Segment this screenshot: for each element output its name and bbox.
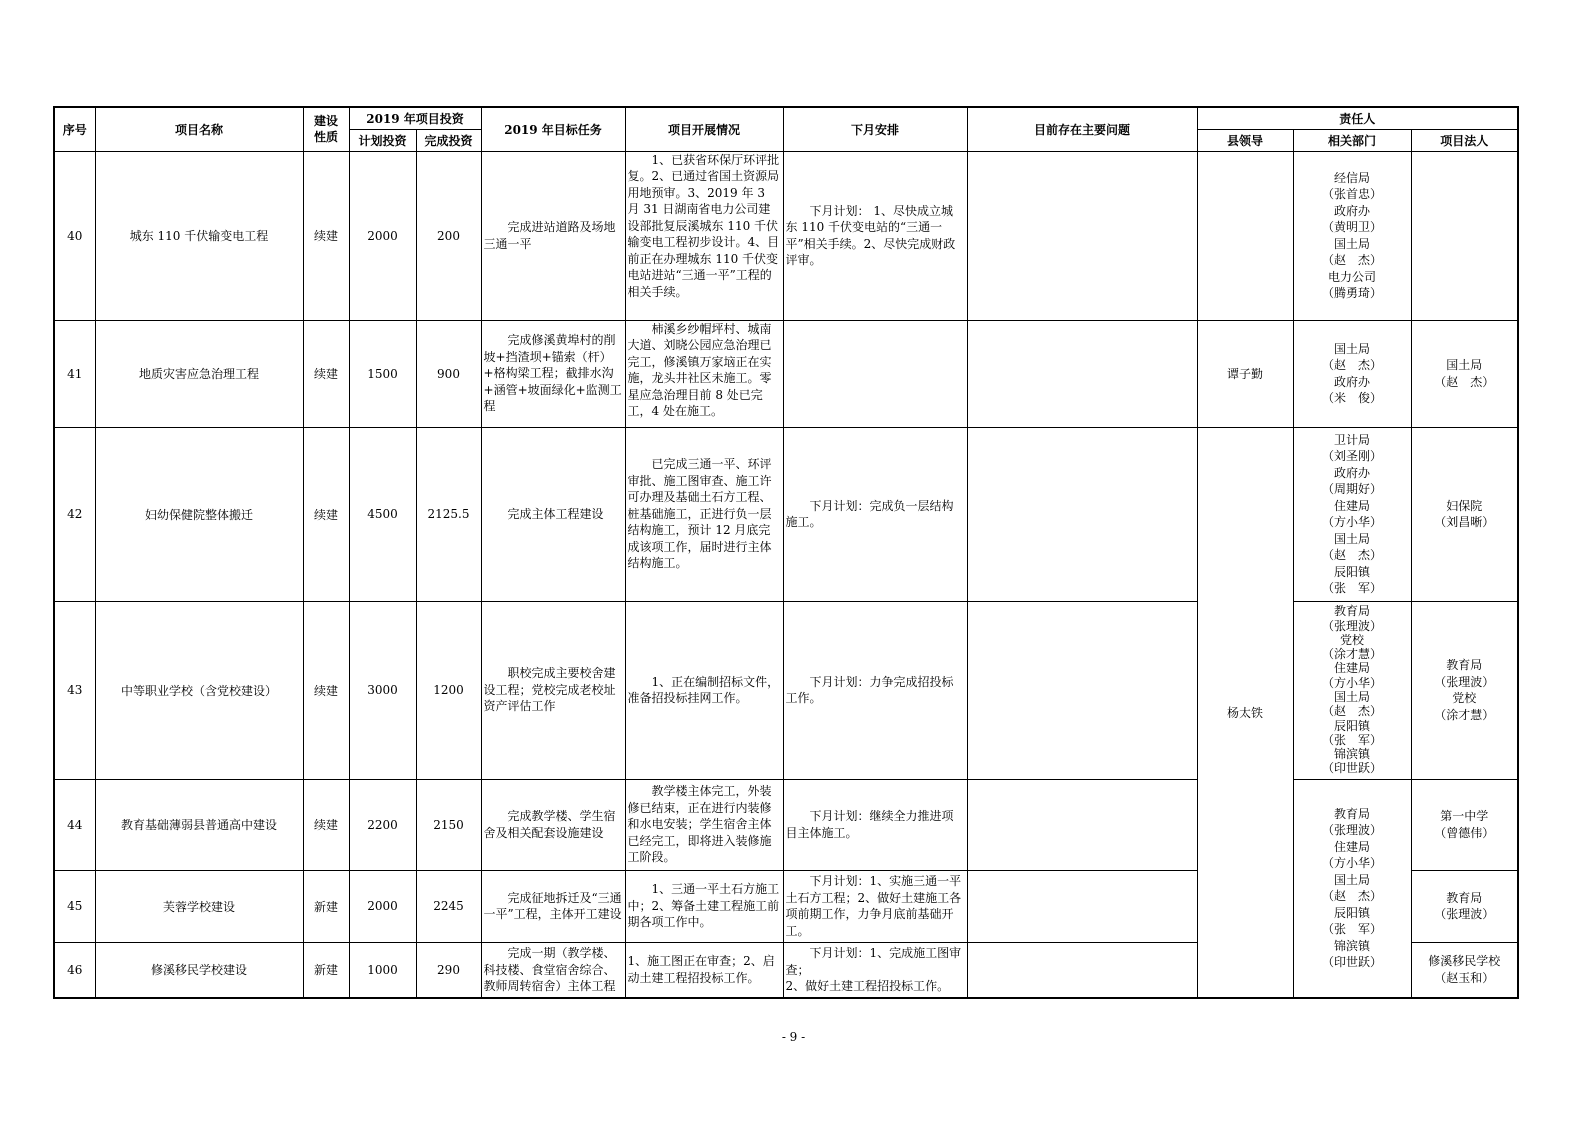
cell-target: 完成修溪黄埠村的削坡+挡渣坝+锚索（杆）+格构梁工程；截排水沟+涵管+坡面绿化+监测工程 (481, 320, 625, 427)
cell-nature: 新建 (303, 870, 349, 942)
cell-target: 完成进站道路及场地三通一平 (481, 151, 625, 320)
cell-legal-person: 妇保院 （刘昌晰） (1411, 427, 1518, 601)
cell-name: 城东 110 千伏输变电工程 (95, 151, 303, 320)
cell-target: 完成一期（教学楼、科技楼、食堂宿舍综合、教师周转宿舍）主体工程 (481, 942, 625, 998)
header-target: 2019 年目标任务 (481, 107, 625, 151)
cell-progress: 已完成三通一平、环评审批、施工图审查、施工许可办理及基础土石方工程、桩基础施工，正进行负一层结构施工，预计 12 月底完成该项工作，届时进行主体结构施工。 (625, 427, 783, 601)
cell-target: 职校完成主要校舍建设工程；党校完成老校址资产评估工作 (481, 601, 625, 779)
cell-problems (967, 320, 1197, 427)
cell-nature: 新建 (303, 942, 349, 998)
cell-problems (967, 601, 1197, 779)
cell-legal-person: 教育局 （张理波） (1411, 870, 1518, 942)
header-dept: 相关部门 (1293, 129, 1411, 151)
cell-progress: 1、三通一平土石方施工中；2、筹备土建工程施工前期各项工作中。 (625, 870, 783, 942)
cell-dept: 卫计局 （刘圣刚） 政府办 （周期好） 住建局 （方小华） 国土局 （赵 杰） 辰阳镇 （张 军） (1293, 427, 1411, 601)
cell-dept: 教育局 （张理波） 党校 （涂才慧） 住建局 （方小华） 国土局 （赵 杰） 辰阳镇 （张 军） 锦滨镇 （印世跃） (1293, 601, 1411, 779)
cell-dept: 国土局 （赵 杰） 政府办 （米 俊） (1293, 320, 1411, 427)
page-number: - 9 - (781, 1030, 806, 1044)
header-progress: 项目开展情况 (625, 107, 783, 151)
header-nature: 建设 性质 (303, 107, 349, 151)
cell-planned: 1000 (349, 942, 416, 998)
cell-target: 完成教学楼、学生宿舍及相关配套设施建设 (481, 779, 625, 870)
cell-next-month: 下月计划：完成负一层结构施工。 (783, 427, 967, 601)
cell-legal-person: 修溪移民学校 （赵玉和） (1411, 942, 1518, 998)
cell-seq: 42 (54, 427, 95, 601)
cell-legal-person: 国土局 （赵 杰） (1411, 320, 1518, 427)
cell-problems (967, 779, 1197, 870)
header-name: 项目名称 (95, 107, 303, 151)
cell-name: 修溪移民学校建设 (95, 942, 303, 998)
table-row (54, 427, 1518, 601)
header-county-leader: 县领导 (1197, 129, 1293, 151)
cell-planned: 2200 (349, 779, 416, 870)
cell-planned: 3000 (349, 601, 416, 779)
cell-legal-person: 第一中学 （曾德伟） (1411, 779, 1518, 870)
cell-next-month: 下月计划：1、完成施工图审查； 2、做好土建工程招投标工作。 (783, 942, 967, 998)
cell-seq: 46 (54, 942, 95, 998)
header-legal-person: 项目法人 (1411, 129, 1518, 151)
header-next-month: 下月安排 (783, 107, 967, 151)
cell-progress: 1、正在编制招标文件，准备招投标挂网工作。 (625, 601, 783, 779)
cell-nature: 续建 (303, 601, 349, 779)
cell-completed: 1200 (416, 601, 481, 779)
cell-next-month: 下月计划：力争完成招投标工作。 (783, 601, 967, 779)
next-month-text: 下月计划：1、实施三通一平土石方工程；2、做好土建施工各项前期工作，力争月底前基础开工。 (785, 874, 962, 938)
cell-dept-merged: 教育局 （张理波） 住建局 （方小华） 国土局 （赵 杰） 辰阳镇 （张 军） 锦滨镇 （印世跃） (1293, 779, 1411, 998)
cell-problems (967, 151, 1197, 320)
cell-county-leader-merged: 杨太铁 (1197, 427, 1293, 998)
cell-name: 地质灾害应急治理工程 (95, 320, 303, 427)
cell-nature: 续建 (303, 427, 349, 601)
cell-seq: 43 (54, 601, 95, 779)
cell-completed: 900 (416, 320, 481, 427)
header-invest-group: 2019 年项目投资 (349, 107, 481, 129)
cell-progress: 教学楼主体完工，外装修已结束，正在进行内装修和水电安装；学生宿舍主体已经完工，即将进入装修施工阶段。 (625, 779, 783, 870)
cell-next-month: 下月计划： 1、尽快成立城东 110 千伏变电站的“三通一平”相关手续。2、尽快完成财政评审。 (783, 151, 967, 320)
cell-completed: 200 (416, 151, 481, 320)
cell-seq: 44 (54, 779, 95, 870)
cell-completed: 2245 (416, 870, 481, 942)
cell-legal-person (1411, 151, 1518, 320)
cell-name: 妇幼保健院整体搬迁 (95, 427, 303, 601)
table-row (54, 151, 1518, 320)
header-planned: 计划投资 (349, 129, 416, 151)
cell-progress: 1、已获省环保厅环评批复。2、已通过省国土资源局用地预审。3、2019 年 3 月 31 日湖南省电力公司建设部批复辰溪城东 110 千伏输变电工程初步设计。4、目前正在办理城东 110 千伏变电站进站“三通一平”工程的相关手续。 (625, 151, 783, 320)
table-row (54, 320, 1518, 427)
cell-next-month: 下月计划：继续全力推进项目主体施工。 (783, 779, 967, 870)
header-responsible: 责任人 (1197, 107, 1518, 129)
cell-completed: 2150 (416, 779, 481, 870)
header-problems: 目前存在主要问题 (967, 107, 1197, 151)
cell-planned: 2000 (349, 151, 416, 320)
cell-target: 完成征地拆迁及“三通一平”工程，主体开工建设 (481, 870, 625, 942)
cell-progress: 1、施工图正在审查；2、启动土建工程招投标工作。 (625, 942, 783, 998)
cell-completed: 2125.5 (416, 427, 481, 601)
cell-problems (967, 870, 1197, 942)
cell-dept: 经信局 （张首忠） 政府办 （黄明卫） 国土局 （赵 杰） 电力公司 （腾勇琦） (1293, 151, 1411, 320)
cell-seq: 41 (54, 320, 95, 427)
cell-target: 完成主体工程建设 (481, 427, 625, 601)
cell-legal-person: 教育局 （张理波） 党校 （涂才慧） (1411, 601, 1518, 779)
table-row (54, 779, 1518, 870)
cell-seq: 40 (54, 151, 95, 320)
cell-nature: 续建 (303, 151, 349, 320)
cell-name: 芙蓉学校建设 (95, 870, 303, 942)
cell-next-month (783, 870, 967, 942)
cell-nature: 续建 (303, 320, 349, 427)
cell-county-leader: 谭子勤 (1197, 320, 1293, 427)
cell-next-month (783, 320, 967, 427)
cell-progress: 柿溪乡纱帽坪村、城南大道、刘晓公园应急治理已完工，修溪镇万家垴正在实施，龙头井社区未施工。零星应急治理目前 8 处已完工，4 处在施工。 (625, 320, 783, 427)
cell-problems (967, 942, 1197, 998)
cell-name: 中等职业学校（含党校建设） (95, 601, 303, 779)
cell-completed: 290 (416, 942, 481, 998)
cell-seq: 45 (54, 870, 95, 942)
header-completed: 完成投资 (416, 129, 481, 151)
cell-planned: 1500 (349, 320, 416, 427)
cell-county-leader (1197, 151, 1293, 320)
cell-name: 教育基础薄弱县普通高中建设 (95, 779, 303, 870)
cell-problems (967, 427, 1197, 601)
header-seq: 序号 (54, 107, 95, 151)
cell-planned: 2000 (349, 870, 416, 942)
table-row (54, 601, 1518, 779)
project-table (53, 106, 1519, 999)
cell-nature: 续建 (303, 779, 349, 870)
cell-planned: 4500 (349, 427, 416, 601)
